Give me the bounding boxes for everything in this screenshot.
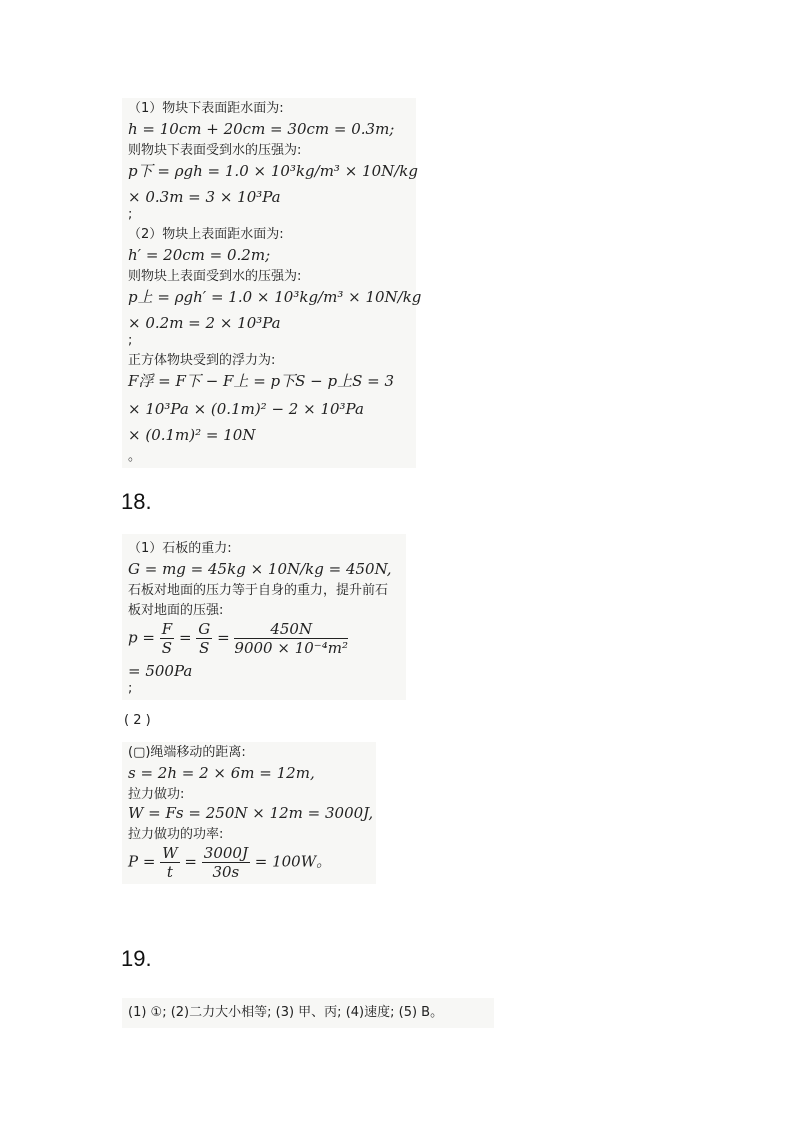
formula-line: G = mg = 45kg × 10N/kg = 450N, [128, 560, 392, 578]
fraction-numerator: G [198, 620, 211, 638]
fraction-numerator: 3000J [203, 844, 248, 862]
text-line: 则物块下表面受到水的压强为: [128, 143, 302, 158]
formula-line: × 10³Pa × (0.1m)² − 2 × 10³Pa [128, 400, 364, 418]
fraction [160, 620, 174, 657]
formula-line: h′ = 20cm = 0.2m; [128, 246, 271, 264]
fraction [234, 620, 348, 657]
answer-block-18-part1 [122, 534, 406, 700]
punct-line: ; [128, 207, 133, 222]
question-number-19: 19. [121, 946, 152, 971]
text-line: (1) ①; (2)二力大小相等; (3) 甲、丙; (4)速度; (5) B。 [128, 1005, 444, 1020]
text-line: （1）物块下表面距水面为: [128, 101, 284, 116]
answer-block-18-part2 [122, 742, 376, 884]
formula-line: p下 = ρgh = 1.0 × 10³kg/m³ × 10N/kg [128, 162, 418, 180]
formula-line: × 0.3m = 3 × 10³Pa [128, 188, 281, 206]
fraction [202, 844, 250, 881]
text-line: 拉力做功的功率: [128, 827, 224, 842]
fraction-formula [128, 620, 348, 657]
punct-line: ; [128, 681, 133, 696]
formula-line: × 0.2m = 2 × 10³Pa [128, 314, 281, 332]
fraction-denominator: S [161, 639, 173, 657]
formula-line: = 500Pa [128, 662, 193, 680]
answer-block-17 [122, 98, 422, 468]
equals-sign: = [217, 628, 230, 647]
fraction-numerator: 450N [234, 620, 348, 639]
fraction [196, 620, 212, 657]
formula-line: × (0.1m)² = 10N [128, 426, 256, 444]
formula-lhs: P = [128, 852, 156, 871]
punct-line: ; [128, 333, 133, 348]
punct-line: 。 [128, 449, 142, 464]
text-line: 拉力做功: [128, 787, 185, 802]
formula-line: p上 = ρgh′ = 1.0 × 10³kg/m³ × 10N/kg [128, 288, 422, 306]
fraction-numerator: F [161, 620, 173, 638]
part-label: ( 2 ) [124, 713, 151, 728]
equals-sign: = [184, 852, 197, 871]
text-line: 正方体物块受到的浮力为: [128, 353, 276, 368]
text-line: （2）物块上表面距水面为: [128, 227, 284, 242]
formula-lhs: p = [128, 628, 155, 647]
fraction-denominator: t [166, 863, 173, 881]
fraction [160, 844, 179, 881]
text-line: （1）石板的重力: [128, 541, 232, 556]
text-line: 板对地面的压强: [128, 603, 224, 618]
text-line: (▢)绳端移动的距离: [128, 745, 246, 760]
fraction-denominator: 9000 × 10⁻⁴m² [234, 639, 348, 657]
fraction-denominator: 30s [212, 863, 240, 881]
fraction-denominator: S [199, 639, 210, 657]
formula-tail: = 100W。 [254, 852, 332, 871]
answer-block-19 [122, 998, 494, 1028]
text-line: 石板对地面的压力等于自身的重力，提升前石 [128, 583, 389, 598]
formula-line: h = 10cm + 20cm = 30cm = 0.3m; [128, 120, 395, 138]
fraction-formula [128, 844, 331, 881]
text-line: 则物块上表面受到水的压强为: [128, 269, 302, 284]
formula-line: s = 2h = 2 × 6m = 12m, [128, 764, 315, 782]
question-number-18: 18. [121, 489, 152, 514]
fraction-numerator: W [162, 844, 178, 862]
equals-sign: = [178, 628, 192, 647]
formula-line: F浮 = F下 − F上 = p下S − p上S = 3 [128, 372, 395, 390]
formula-line: W = Fs = 250N × 12m = 3000J, [128, 804, 374, 822]
